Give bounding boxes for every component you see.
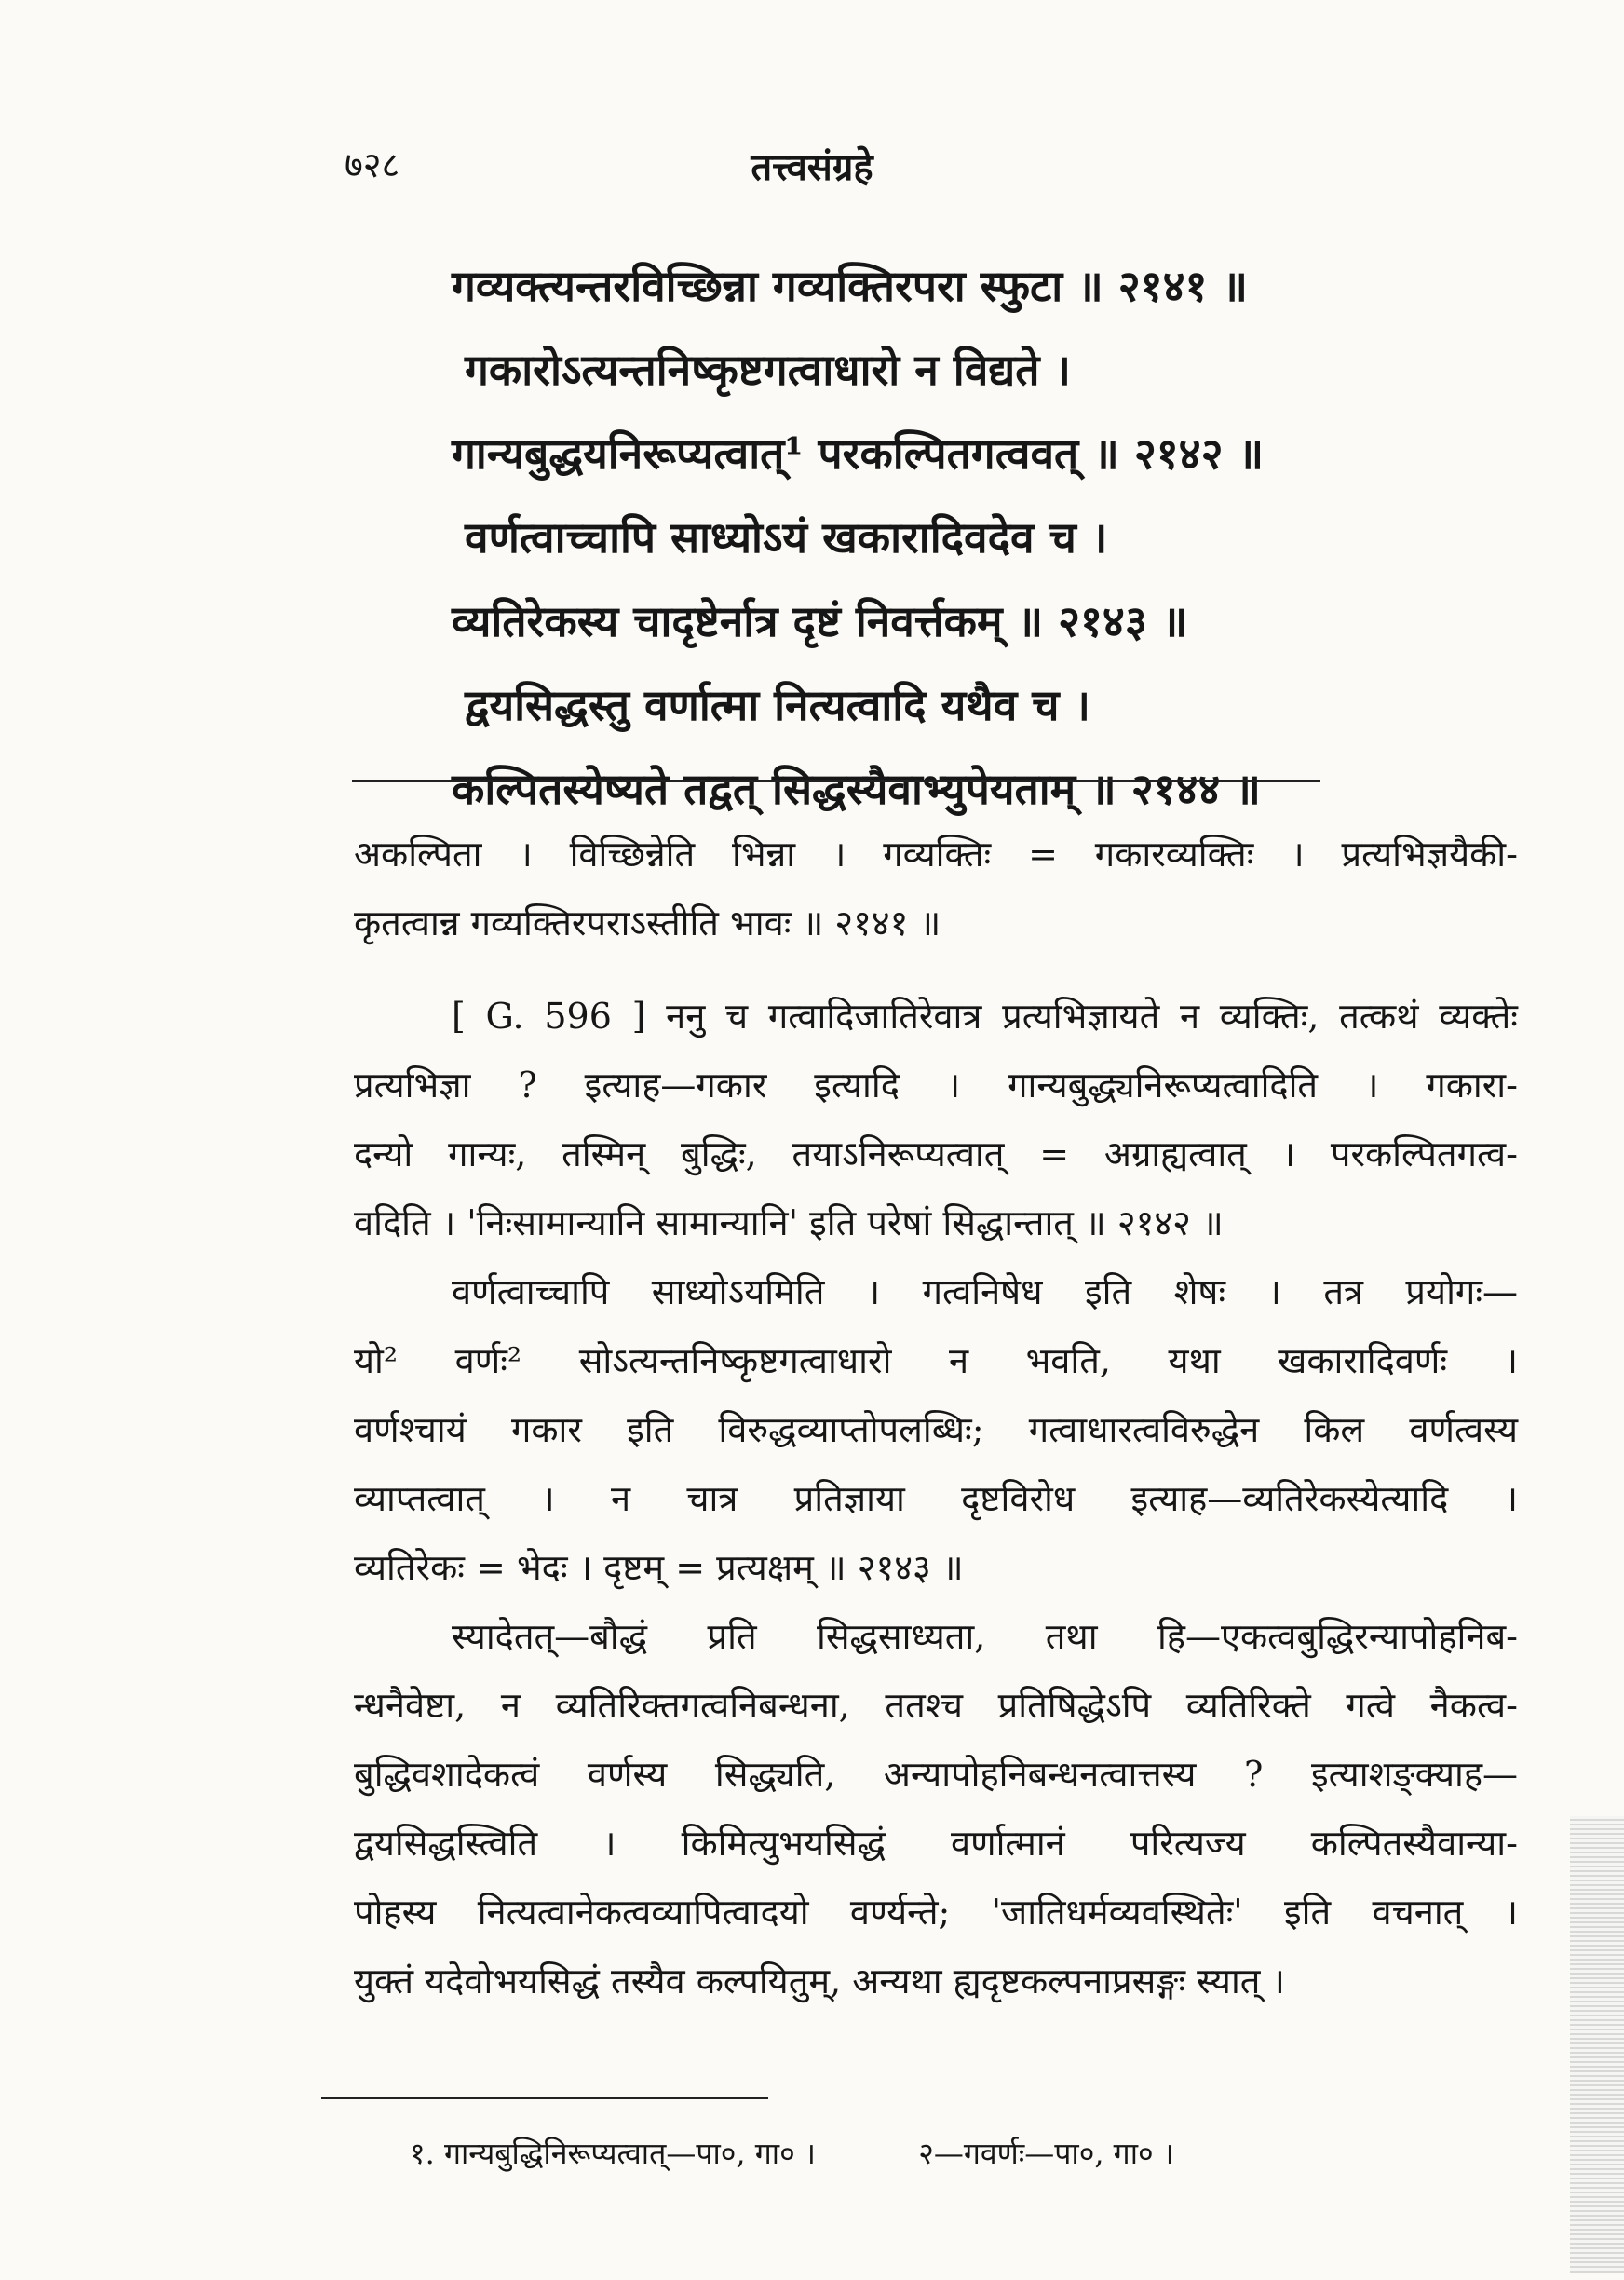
verse-text: गव्यक्त्यन्तरविच्छिन्ना गव्यक्तिरपरा स्फुटा ॥ २१४१ ॥ [452, 261, 1248, 311]
verse-text: द्वयसिद्धस्तु वर्णात्मा नित्यत्वादि यथैव च । [465, 680, 1090, 730]
verse-line [452, 579, 1476, 663]
footnote-2: २—गवर्णः—पा०, गा० । [918, 2136, 1174, 2171]
commentary-line: प्रत्यभिज्ञा ? इत्याह—गकार इत्यादि । गान्यबुद्ध्यनिरूप्यत्वादिति । गकारा- [354, 1065, 1518, 1106]
page-header [0, 140, 1624, 205]
footnotes [410, 2133, 1267, 2173]
commentary-line: वर्णश्चायं गकार इति विरुद्धव्याप्तोपलब्धिः; गत्वाधारत्वविरुद्धेन किल वर्णत्वस्य [354, 1409, 1518, 1450]
verse-line [452, 412, 1476, 495]
verse-text: व्यतिरेकस्य चादृष्टेर्नात्र दृष्टं निवर्त्तकम् ॥ २१४३ ॥ [452, 596, 1188, 646]
commentary-line: यो² वर्णः² सोऽत्यन्तनिष्कृष्टगत्वाधारो न भवति, यथा खकारादिवर्णः । [354, 1340, 1518, 1381]
commentary-line: व्यतिरेकः = भेदः । दृष्टम् = प्रत्यक्षम् ॥ २१४३ ॥ [354, 1547, 964, 1588]
verse-line [452, 663, 1476, 747]
verse-line [452, 244, 1476, 328]
verse-line [452, 747, 1476, 831]
commentary-line: कृतत्वान्न गव्यक्तिरपराऽस्तीति भावः ॥ २१४१ ॥ [354, 902, 941, 943]
verse-line [452, 495, 1476, 579]
commentary-block [354, 820, 1518, 2015]
commentary-line: दन्यो गान्यः, तस्मिन् बुद्धिः, तयाऽनिरूप्यत्वात् = अग्राह्यत्वात् । परकल्पितगत्व- [354, 1133, 1518, 1174]
page-number: ७२८ [345, 144, 400, 185]
commentary-line: न्धनैवेष्टा, न व्यतिरिक्तगत्वनिबन्धना, ततश्च प्रतिषिद्धेऽपि व्यतिरिक्ते गत्वे नैकत्व- [354, 1685, 1518, 1726]
verse-text: गान्यबुद्धयनिरूप्यत्वात्¹ परकल्पितगत्ववत् ॥ २१४२ ॥ [452, 428, 1265, 479]
verse-block [452, 244, 1476, 831]
commentary-line: द्वयसिद्धस्त्विति । किमित्युभयसिद्धं वर्णात्मानं परित्यज्य कल्पितस्यैवान्या- [354, 1823, 1518, 1864]
commentary-line: व्याप्तत्वात् । न चात्र प्रतिज्ञाया दृष्टविरोध इत्याह—व्यतिरेकस्येत्यादि । [354, 1478, 1518, 1519]
commentary-line: वदिति । 'निःसामान्यानि सामान्यानि' इति परेषां सिद्धान्तात् ॥ २१४२ ॥ [354, 1202, 1224, 1243]
verse-text: वर्णत्वाच्चापि साध्योऽयं खकारादिवदेव च । [465, 512, 1108, 563]
commentary-line: वर्णत्वाच्चापि साध्योऽयमिति । गत्वनिषेध इति शेषः । तत्र प्रयोगः— [452, 1271, 1518, 1312]
verse-text: कल्पितस्येष्यते तद्वत् सिद्धस्यैवाभ्युपेयताम् ॥ २१४४ ॥ [452, 764, 1261, 814]
commentary-line: [ G. 596 ] ननु च गत्वादिजातिरेवात्र प्रत्यभिज्ञायते न व्यक्तिः, तत्कथं व्यक्तेः [452, 996, 1518, 1037]
commentary-line: स्यादेतत्—बौद्धं प्रति सिद्धसाध्यता, तथा हि—एकत्वबुद्धिरन्यापोहनिब- [452, 1616, 1518, 1657]
commentary-line: युक्तं यदेवोभयसिद्धं तस्यैव कल्पयितुम्, अन्यथा ह्यदृष्टकल्पनाप्रसङ्गः स्यात् । [354, 1961, 1285, 2002]
footnote-divider [321, 2097, 768, 2099]
page-edge-scan-artifact [1570, 1816, 1624, 2273]
verse-commentary-divider [352, 780, 1320, 782]
verse-line [452, 328, 1476, 412]
footnote-1: १. गान्यबुद्धिनिरूप्यत्वात्—पा०, गा० । [410, 2136, 817, 2171]
commentary-line: पोहस्य नित्यत्वानेकत्वव्यापित्वादयो वर्ण्यन्ते; 'जातिधर्मव्यवस्थितेः' इति वचनात् । [354, 1892, 1518, 1933]
commentary-line: अकल्पिता । विच्छिन्नेति भिन्ना । गव्यक्तिः = गकारव्यक्तिः । प्रत्यभिज्ञयैकी- [354, 834, 1518, 875]
verse-text: गकारोऽत्यन्तनिष्कृष्टगत्वाधारो न विद्यते । [465, 345, 1071, 395]
running-head: तत्त्वसंग्रहे [751, 145, 873, 189]
commentary-line: बुद्धिवशादेकत्वं वर्णस्य सिद्ध्यति, अन्यापोहनिबन्धनत्वात्तस्य ? इत्याशङ्क्याह— [354, 1754, 1518, 1795]
